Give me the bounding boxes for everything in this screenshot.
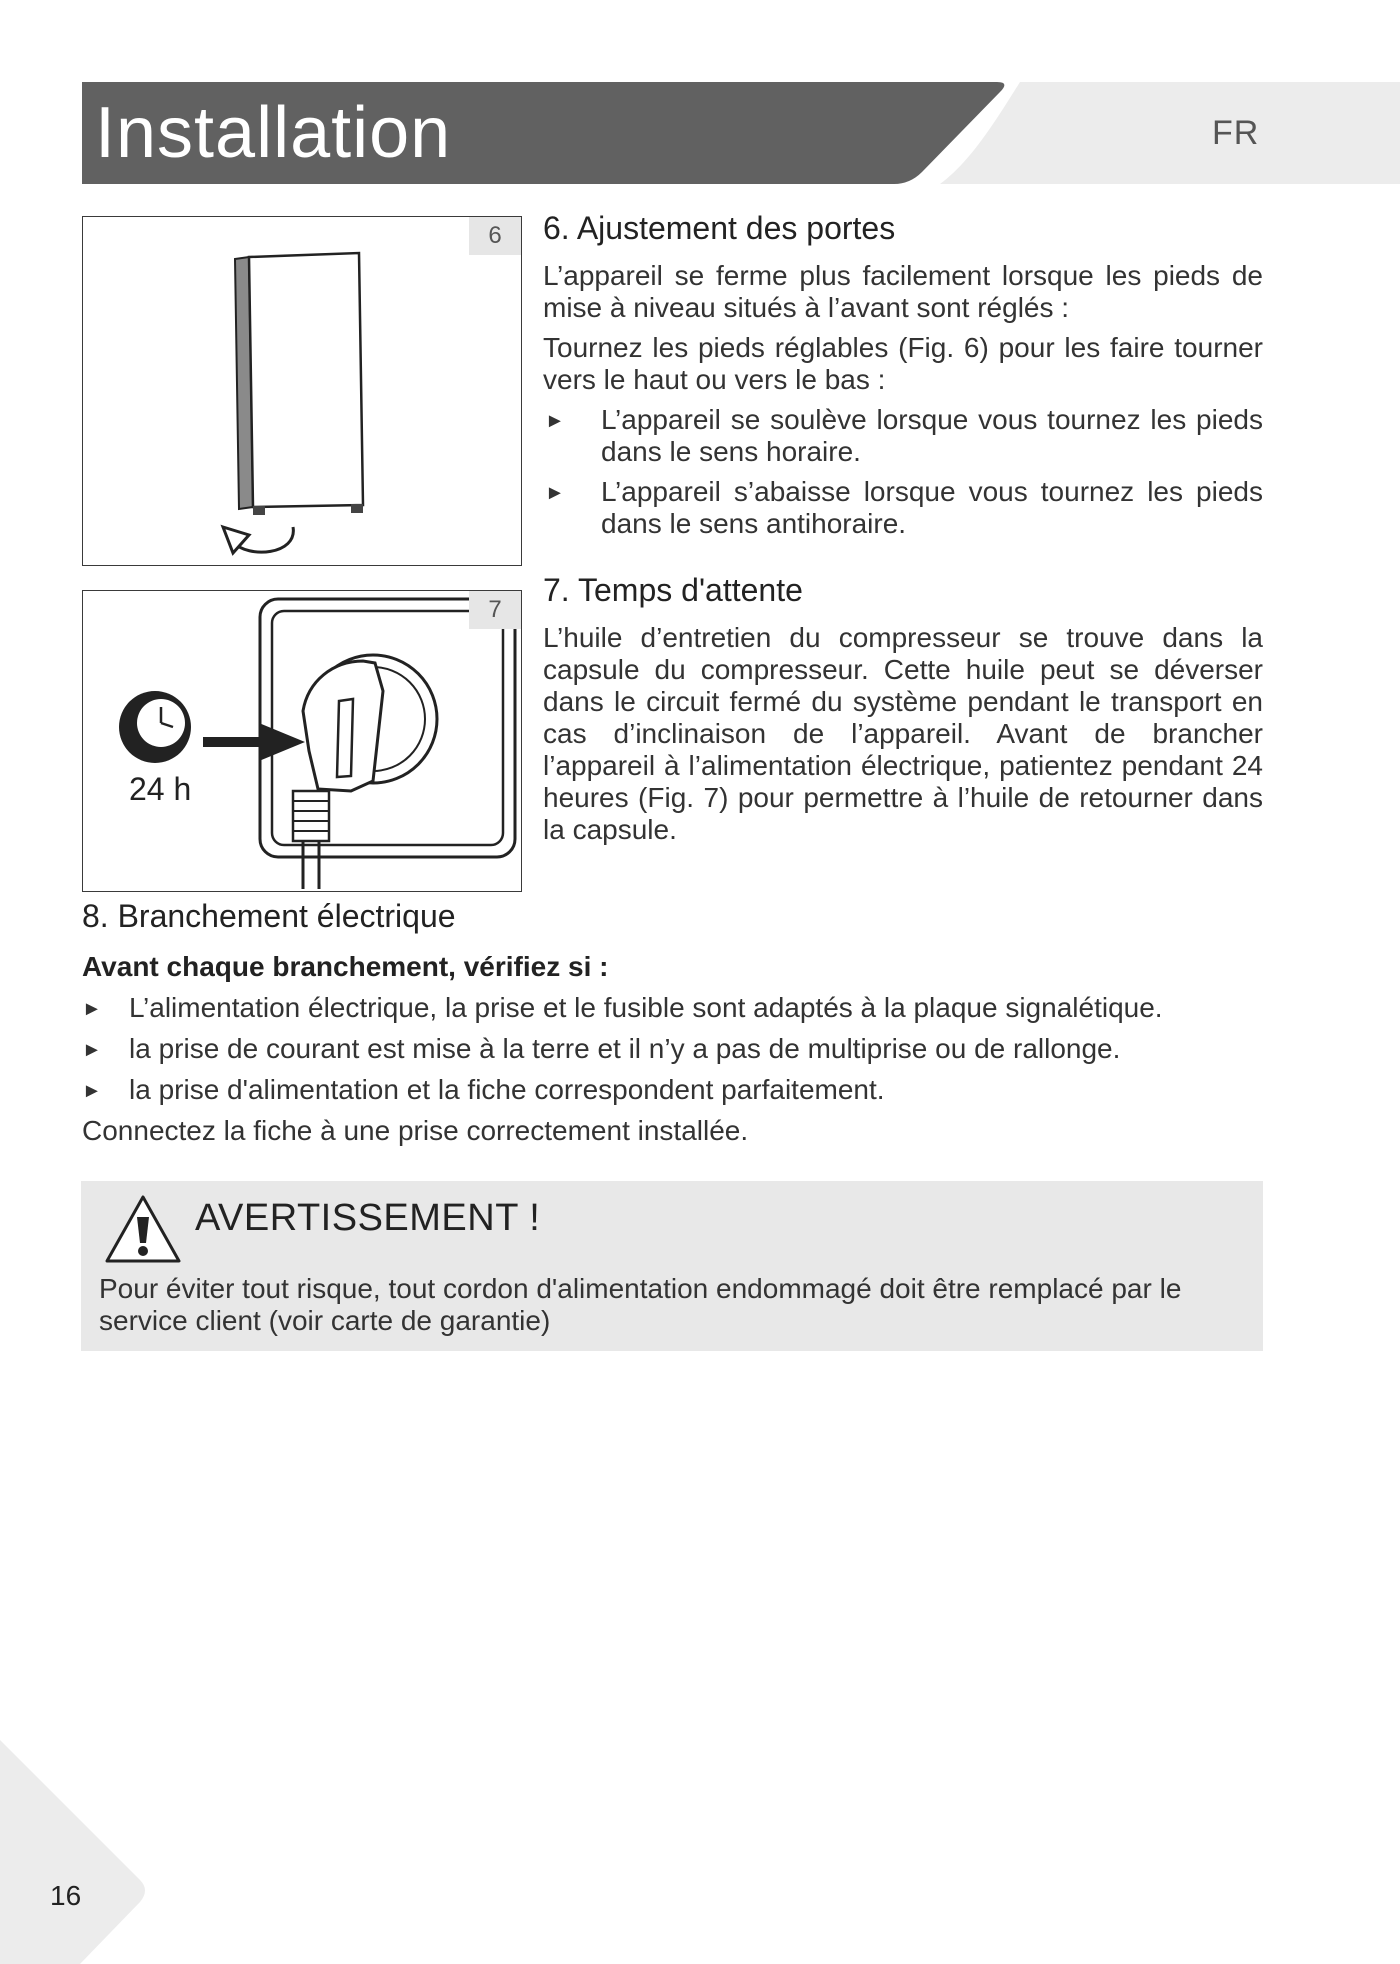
figure-6 <box>82 216 522 566</box>
figure-number: 6 <box>469 217 521 255</box>
warning-box <box>81 1181 1263 1351</box>
wait-time-label: 24 h <box>129 771 192 807</box>
section-6 <box>543 208 1263 548</box>
list-item: ► L’alimentation électrique, la prise et le fusible sont adaptés à la plaque signalétique. <box>82 992 1163 1023</box>
language-code: FR <box>1212 114 1260 152</box>
triangle-bullet-icon: ► <box>82 1039 102 1061</box>
section-8-title: 8. Branchement électrique <box>82 898 456 934</box>
list-item: ► L’appareil s’abaisse lorsque vous tournez les pieds dans le sens antihoraire. <box>545 476 1263 539</box>
triangle-bullet-icon: ► <box>545 482 565 504</box>
triangle-bullet-icon: ► <box>82 998 102 1020</box>
page-title: Installation <box>95 93 452 173</box>
warning-title: AVERTISSEMENT ! <box>195 1197 541 1239</box>
list-item: ► la prise d'alimentation et la fiche correspondent parfaitement. <box>82 1074 885 1105</box>
section-8-closing: Connectez la fiche à une prise correctement installée. <box>82 1115 749 1146</box>
figure-number: 7 <box>469 591 521 629</box>
section-7-title: 7. Temps d'attente <box>543 572 803 608</box>
list-item: ► la prise de courant est mise à la terre et il n’y a pas de multiprise ou de rallonge. <box>82 1033 1121 1064</box>
section-6-title: 6. Ajustement des portes <box>543 210 896 246</box>
section-7-paragraph: L’huile d’entretien du compresseur se trouve dans la capsule du compresseur. Cette huile peut se déverser dans le circuit fermé du système pendant le transport en cas d’inclinaison de l’appareil. Avant de brancher l’appareil à l’alimentation électrique, patientez pendant 24 heures (Fig. 7) pour permettre à l’huile de retourner dans la capsule. <box>543 622 1263 845</box>
warning-text: Pour éviter tout risque, tout cordon d'alimentation endommagé doit être remplacé par le service client (voir carte de garantie) <box>99 1273 1182 1336</box>
figure-7 <box>82 590 522 892</box>
corner-decoration <box>0 1740 160 1964</box>
fridge-leveling-illustration <box>83 217 521 565</box>
triangle-bullet-icon: ► <box>545 410 565 432</box>
plug-wait-illustration <box>83 591 521 891</box>
section-6-paragraph-1: L’appareil se ferme plus facilement lorsque les pieds de mise à niveau situés à l’avant sont réglés : <box>543 260 1263 323</box>
section-7 <box>543 570 1263 846</box>
list-item: ► L’appareil se soulève lorsque vous tournez les pieds dans le sens horaire. <box>545 404 1263 467</box>
triangle-bullet-icon: ► <box>82 1080 102 1102</box>
section-8-subtitle: Avant chaque branchement, vérifiez si : <box>82 951 609 982</box>
section-8 <box>82 896 1262 1147</box>
section-6-paragraph-2: Tournez les pieds réglables (Fig. 6) pour les faire tourner vers le haut ou vers le bas : <box>543 332 1263 395</box>
page-number: 16 <box>50 1880 82 1911</box>
warning-triangle-icon <box>103 1191 183 1267</box>
